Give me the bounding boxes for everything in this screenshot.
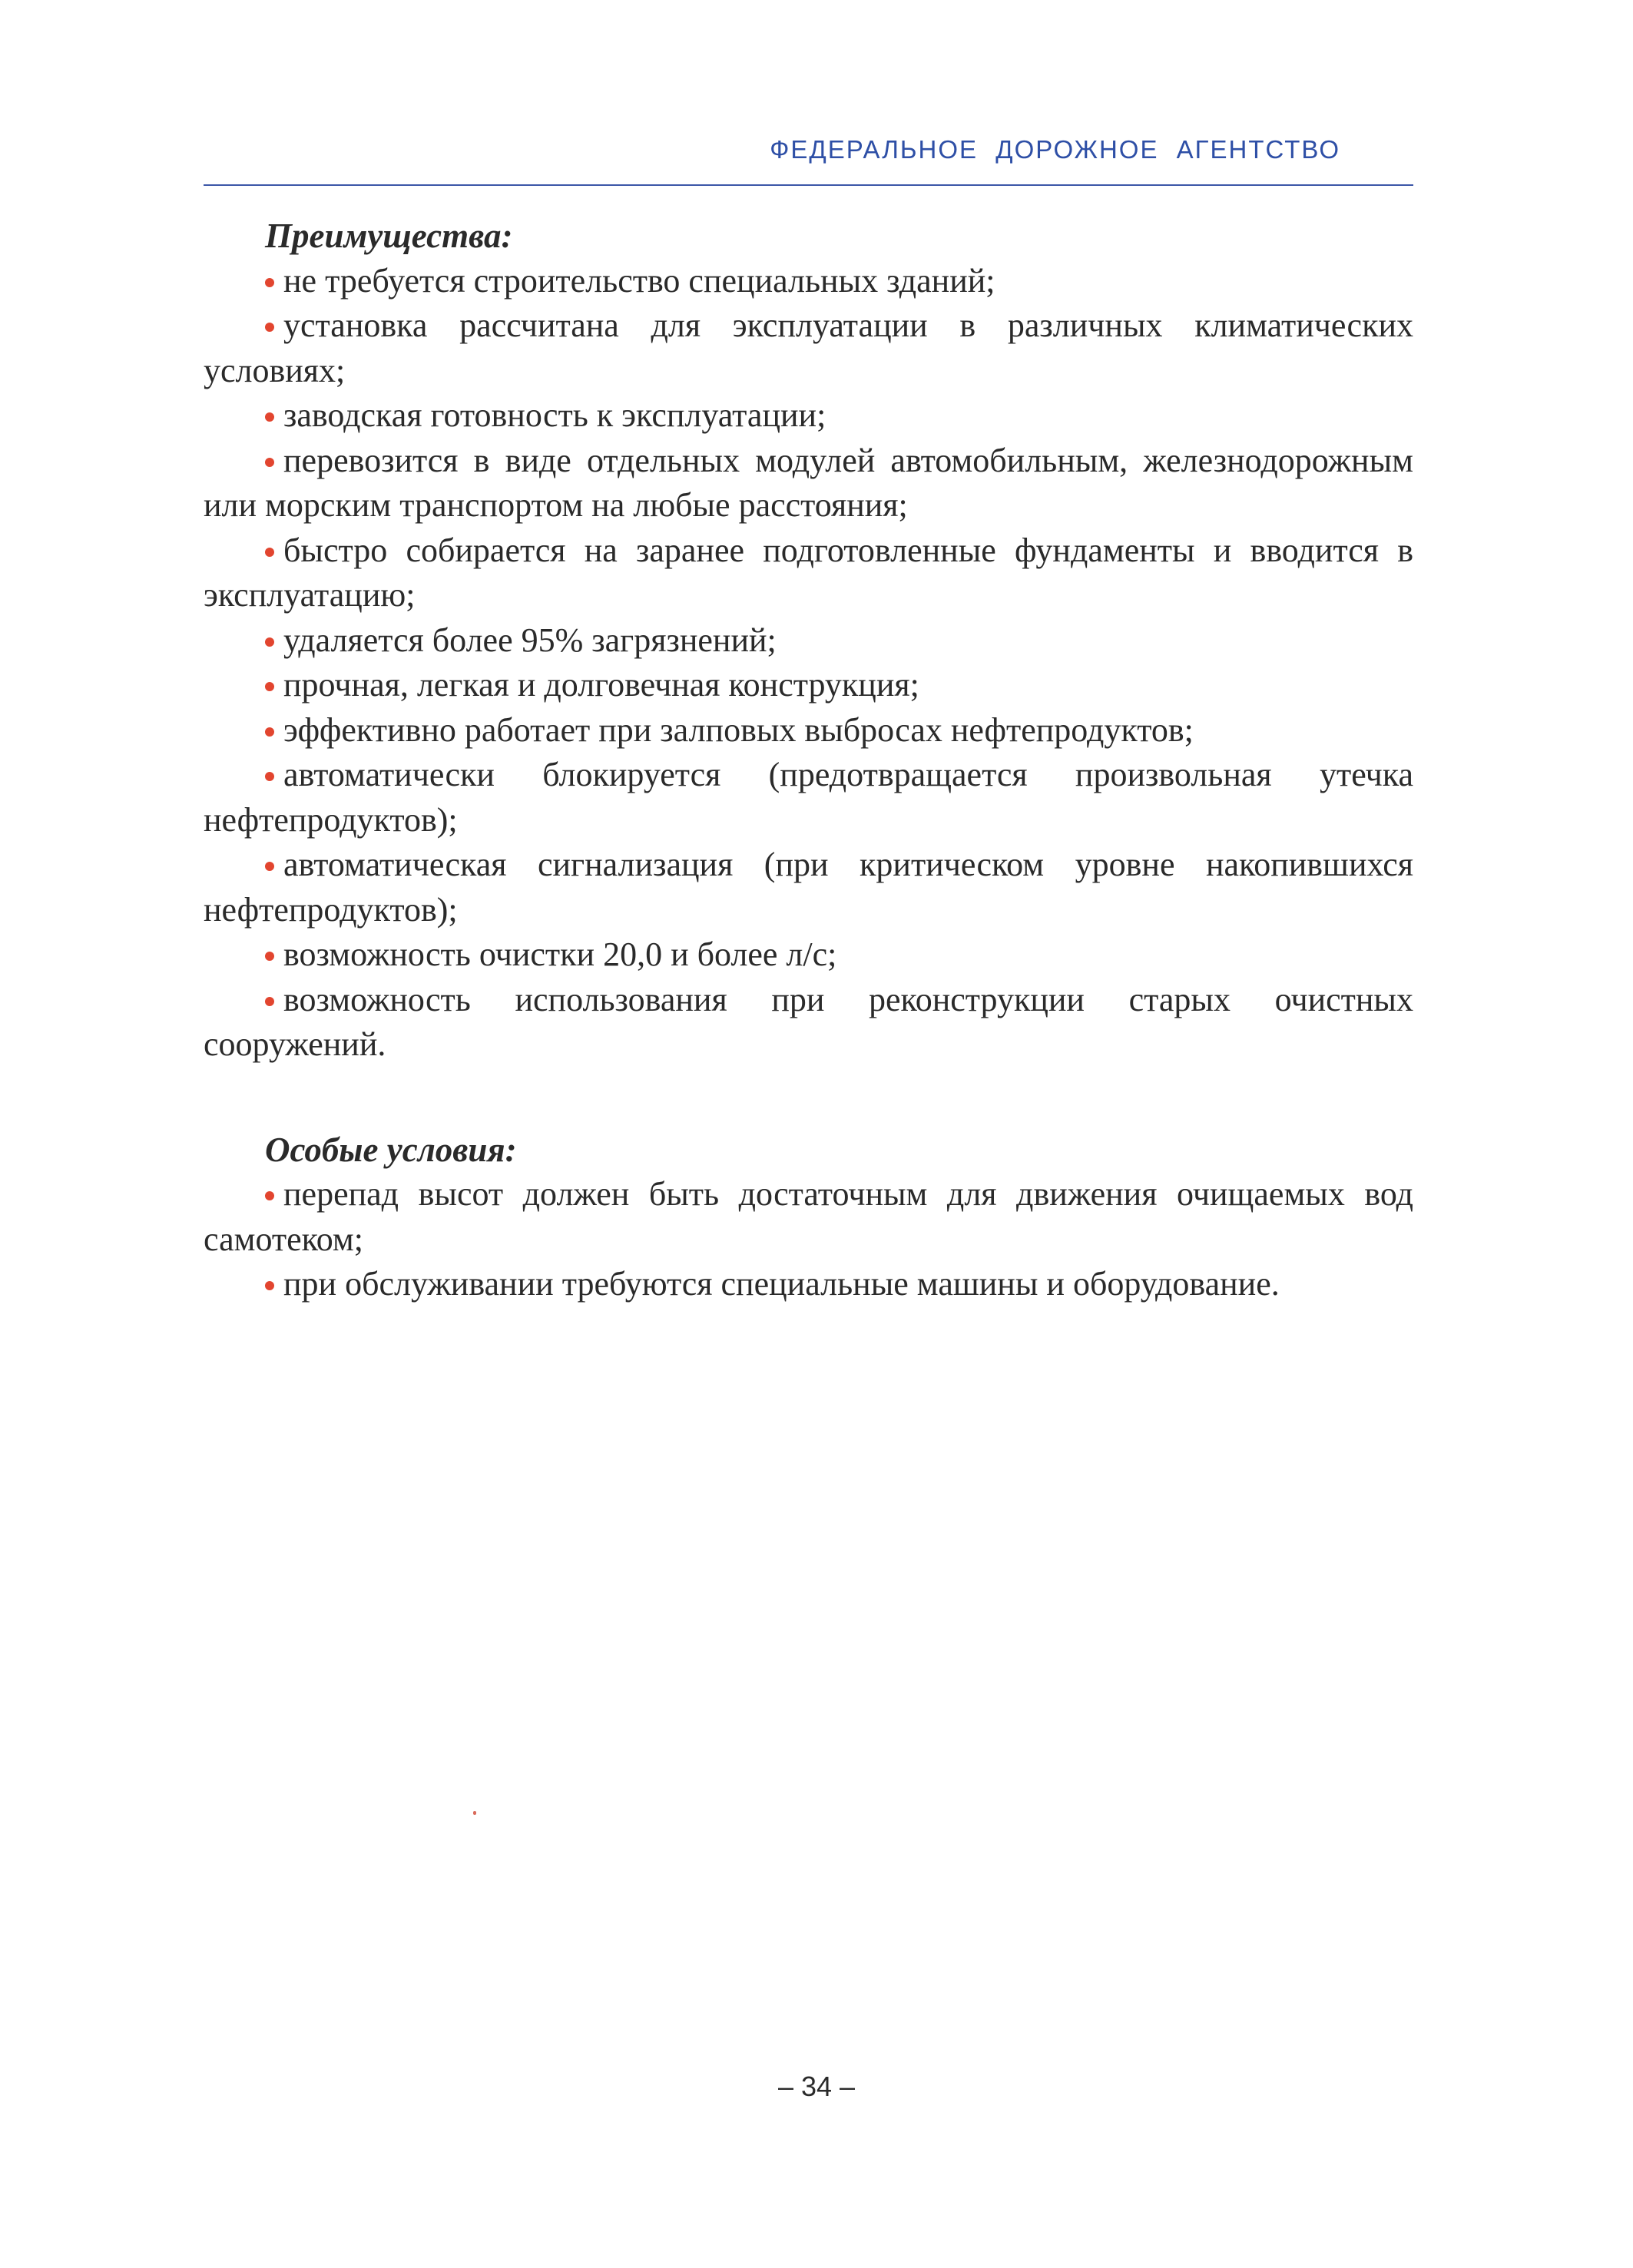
bullet-icon: [265, 997, 274, 1006]
list-item: перевозится в виде отдельных модулей автомобильным, железнодорожным или морским транспортом на любые расстояния;: [204, 441, 1413, 524]
list-item: установка рассчитана для эксплуатации в различных климатических условиях;: [204, 306, 1413, 389]
bullet-icon: [265, 1191, 274, 1200]
advantages-list: [204, 259, 1413, 1068]
bullet-icon: [265, 772, 274, 781]
bullet-icon: [265, 278, 274, 287]
list-item: удаляется более 95% загрязнений;: [204, 618, 1413, 664]
bullet-icon: [265, 727, 274, 737]
bullet-icon: [265, 323, 274, 332]
section-heading-special-conditions: Особые условия:: [265, 1130, 517, 1169]
bullet-icon: [265, 952, 274, 961]
section-spacer: [204, 1068, 1413, 1127]
page-number: – 34 –: [777, 2071, 856, 2102]
list-item: возможность использования при реконструкции старых очистных сооружений.: [204, 980, 1413, 1063]
bullet-icon: [265, 862, 274, 871]
bullet-icon: [265, 458, 274, 467]
list-item: не требуется строительство специальных зданий;: [204, 259, 1413, 304]
bullet-icon: [265, 1281, 274, 1290]
list-item: возможность очистки 20,0 и более л/с;: [204, 932, 1413, 978]
list-item: перепад высот должен быть достаточным для движения очищаемых вод самотеком;: [204, 1175, 1413, 1258]
list-item: быстро собирается на заранее подготовленные фундаменты и вводится в эксплуатацию;: [204, 531, 1413, 614]
print-speck: [473, 1811, 476, 1815]
list-item: автоматическая сигнализация (при критическом уровне накопившихся нефтепродуктов);: [204, 846, 1413, 929]
list-item: заводская готовность к эксплуатации;: [204, 393, 1413, 439]
list-item: при обслуживании требуются специальные машины и оборудование.: [204, 1262, 1413, 1307]
bullet-icon: [265, 548, 274, 557]
page-body: [204, 214, 1413, 1307]
list-item: прочная, легкая и долговечная конструкция;: [204, 663, 1413, 708]
bullet-icon: [265, 412, 274, 422]
bullet-icon: [265, 682, 274, 691]
list-item: автоматически блокируется (предотвращается произвольная утечка нефтепродуктов);: [204, 756, 1413, 839]
running-header: ФЕДЕРАЛЬНОЕ ДОРОЖНОЕ АГЕНТСТВО: [770, 135, 1340, 164]
special-conditions-list: [204, 1172, 1413, 1307]
list-item: эффективно работает при залповых выбросах нефтепродуктов;: [204, 708, 1413, 753]
header-rule: [204, 184, 1413, 186]
bullet-icon: [265, 637, 274, 647]
section-heading-advantages: Преимущества:: [265, 217, 513, 255]
